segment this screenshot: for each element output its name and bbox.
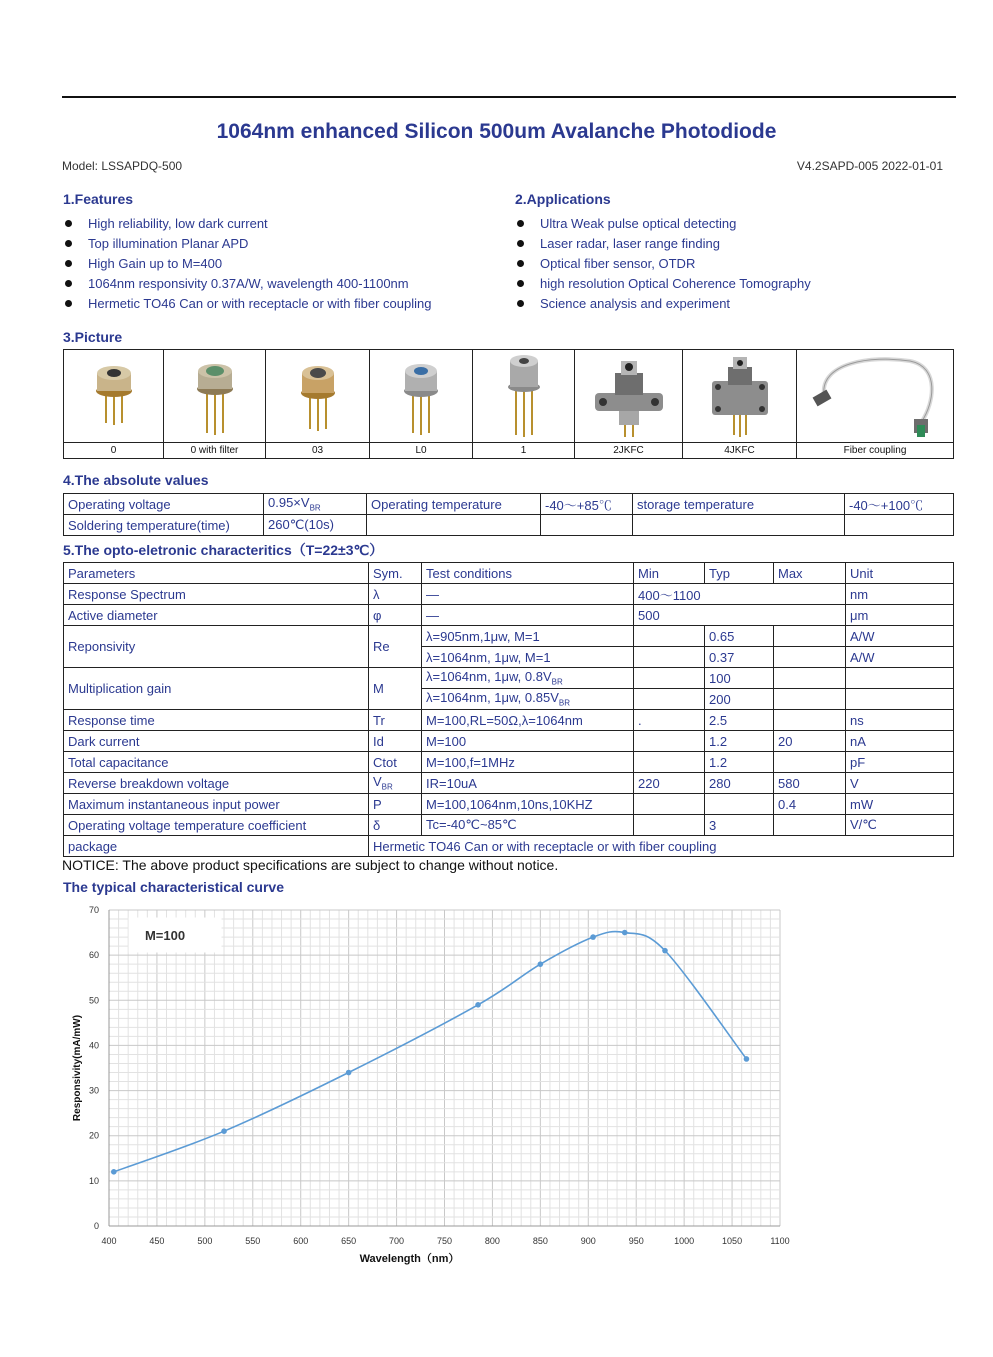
to46-filter-icon <box>164 350 265 442</box>
table-row: Reponsivity Re λ=905nm,1μw, M=1 0.65 A/W <box>64 626 954 647</box>
application-item: Ultra Weak pulse optical detecting <box>514 214 954 234</box>
table-row: Multiplication gain M λ=1064nm, 1μw, $0.8V_{BR}$ 100 <box>64 668 954 689</box>
feature-item: Top illumination Planar APD <box>62 234 502 254</box>
opto-table <box>63 562 954 857</box>
model-label: Model: LSSAPDQ-500 <box>62 159 183 173</box>
picture-cell <box>575 350 683 459</box>
application-item: high resolution Optical Coherence Tomography <box>514 274 954 294</box>
header-rule <box>62 96 956 98</box>
page-title: 1064nm enhanced Silicon 500um Avalanche Photodiode <box>216 120 777 143</box>
table-row: Dark current Id M=100 1.2 20 nA <box>64 731 954 752</box>
y-tick-label: 60 <box>88 950 99 961</box>
feature-item: High Gain up to M=400 <box>62 254 502 274</box>
feature-item: 1064nm responsivity 0.37A/W, wavelength 400-1100nm <box>62 274 502 294</box>
x-tick-label: 450 <box>149 1236 165 1246</box>
x-tick-label: 950 <box>628 1236 644 1246</box>
data-point <box>744 1056 750 1062</box>
picture-label: 1 <box>473 442 574 458</box>
x-tick-label: 750 <box>436 1236 453 1246</box>
fc-receptacle-2hole-icon <box>575 350 682 442</box>
table-row: Response time Tr M=100,RL=50Ω,λ=1064nm . 2.5 ns <box>64 710 954 731</box>
fc-receptacle-4hole-icon <box>683 350 796 442</box>
storage-temp-label: storage temperature <box>633 494 845 515</box>
picture-cell <box>64 350 164 459</box>
picture-label: 0 with filter <box>164 442 265 458</box>
application-item: Science analysis and experiment <box>514 294 954 314</box>
features-list <box>62 214 502 314</box>
data-point <box>662 948 668 954</box>
table-row: Reverse breakdown voltage $V_{BR}$ IR=10uA 220 280 580 V <box>64 773 954 794</box>
op-voltage-value: $0.95\times V_{BR}$ <box>264 494 367 515</box>
op-temp-value: -40～+85℃ <box>541 494 633 515</box>
x-tick-label: 500 <box>197 1236 213 1246</box>
data-point <box>538 961 544 967</box>
op-temp-label: Operating temperature <box>367 494 541 515</box>
feature-item: High reliability, low dark current <box>62 214 502 234</box>
notice-text: NOTICE: The above product specifications are subject to change without notice. <box>62 857 559 873</box>
picture-label: Fiber coupling <box>797 442 953 458</box>
applications-heading: 2.Applications <box>515 191 611 207</box>
application-item: Optical fiber sensor, OTDR <box>514 254 954 274</box>
x-tick-label: 1050 <box>722 1236 743 1246</box>
table-row: Total capacitance Ctot M=100,f=1MHz 1.2 pF <box>64 752 954 773</box>
data-point <box>111 1169 117 1175</box>
application-item: Laser radar, laser range finding <box>514 234 954 254</box>
absolute-values-table <box>63 493 954 536</box>
picture-label: 4JKFC <box>683 442 796 458</box>
table-row: Parameters Sym. Test conditions Min Typ Max Unit <box>64 563 954 584</box>
solder-temp-value: 260℃(10s) <box>264 515 367 536</box>
table-row: λ=1064nm, 1μw, $0.85V_{BR}$ 200 <box>64 689 954 710</box>
data-point <box>622 930 628 936</box>
x-tick-label: 800 <box>484 1236 500 1246</box>
fiber-coupling-icon <box>797 350 953 442</box>
y-tick-label: 10 <box>88 1175 99 1186</box>
table-row: λ=1064nm, 1μw, M=1 0.37 A/W <box>64 647 954 668</box>
table-row: Active diameter φ — 500 μm <box>64 605 954 626</box>
y-tick-label: 50 <box>88 995 99 1006</box>
picture-heading: 3.Picture <box>63 329 123 345</box>
picture-cell <box>797 350 954 459</box>
picture-cell <box>266 350 370 459</box>
y-axis-label: Responsivity(mA/mW) <box>72 1014 83 1122</box>
applications-list <box>514 214 954 314</box>
storage-temp-value: -40～+100℃ <box>845 494 954 515</box>
to46-l0-icon <box>370 350 472 442</box>
data-point <box>475 1002 481 1008</box>
data-point <box>346 1070 352 1076</box>
annotation-label: M=100 <box>144 928 186 943</box>
data-point <box>221 1128 227 1134</box>
solder-temp-label: Soldering temperature(time) <box>64 515 264 536</box>
picture-cell <box>164 350 266 459</box>
data-point <box>590 934 596 940</box>
absolute-heading: 4.The absolute values <box>63 472 209 488</box>
picture-cell <box>473 350 575 459</box>
x-axis-label: Wavelength（nm） <box>359 1253 460 1265</box>
x-tick-label: 850 <box>532 1236 548 1246</box>
to46-03-icon <box>266 350 369 442</box>
y-tick-label: 70 <box>88 905 99 915</box>
x-tick-label: 650 <box>341 1236 357 1246</box>
y-tick-label: 40 <box>88 1040 99 1051</box>
y-tick-label: 30 <box>88 1085 99 1096</box>
responsivity-chart <box>60 900 820 1280</box>
x-tick-label: 550 <box>245 1236 261 1246</box>
table-row: Operating voltage temperature coefficient δ Tc=-40℃~85℃ 3 V/℃ <box>64 815 954 836</box>
features-heading: 1.Features <box>63 191 134 207</box>
y-tick-label: 0 <box>93 1221 99 1231</box>
table-row: Maximum instantaneous input power P M=100,1064nm,10ns,10KHZ 0.4 mW <box>64 794 954 815</box>
x-tick-label: 900 <box>580 1236 596 1246</box>
to46-1-icon <box>473 350 574 442</box>
curve-heading: The typical characteristical curve <box>63 879 284 895</box>
picture-label: 03 <box>266 442 369 458</box>
feature-item: Hermetic TO46 Can or with receptacle or with fiber coupling <box>62 294 502 314</box>
x-tick-label: 1100 <box>770 1236 790 1246</box>
opto-heading: 5.The opto-eletronic characteritics（T=22±3℃） <box>63 542 384 558</box>
picture-cell <box>683 350 797 459</box>
x-tick-label: 600 <box>293 1236 309 1246</box>
picture-cell <box>370 350 473 459</box>
to46-can-icon <box>64 350 163 442</box>
table-row: package Hermetic TO46 Can or with receptacle or with fiber coupling <box>64 836 954 857</box>
table-row: Response Spectrum λ — 400～1100 nm <box>64 584 954 605</box>
x-tick-label: 700 <box>389 1236 405 1246</box>
picture-label: 2JKFC <box>575 442 682 458</box>
picture-label: 0 <box>64 442 163 458</box>
picture-table <box>63 349 954 459</box>
picture-label: L0 <box>370 442 472 458</box>
op-voltage-label: Operating voltage <box>64 494 264 515</box>
version-label: V4.2SAPD-005 2022-01-01 <box>796 159 943 173</box>
x-tick-label: 1000 <box>674 1236 695 1246</box>
x-tick-label: 400 <box>101 1236 117 1246</box>
y-tick-label: 20 <box>88 1130 99 1141</box>
